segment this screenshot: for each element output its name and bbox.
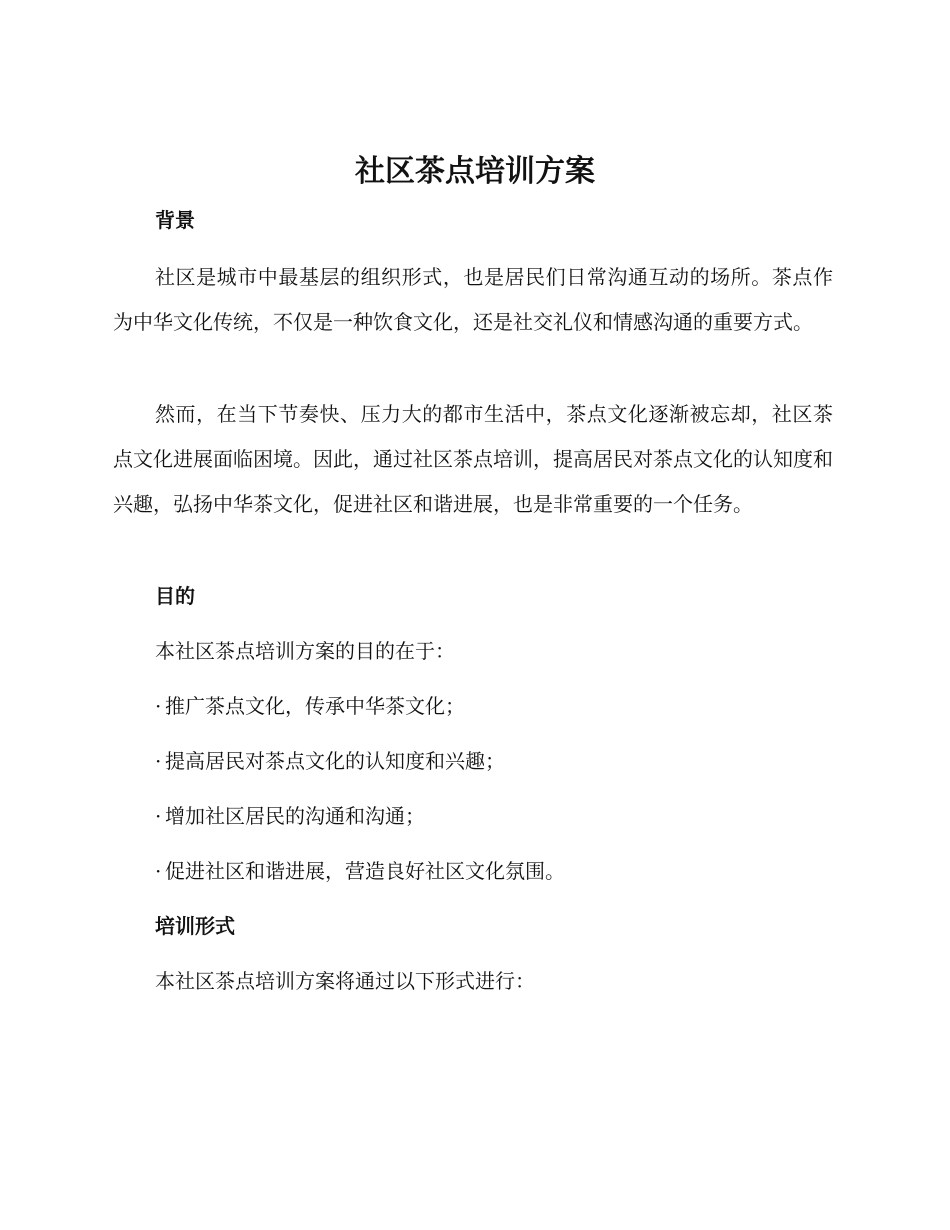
bullet-dot-icon: ·	[155, 694, 162, 718]
section-heading-background: 背景	[155, 208, 195, 232]
document-title: 社区茶点培训方案	[355, 154, 595, 189]
background-paragraph-1: 社区是城市中最基层的组织形式，也是居民们日常沟通互动的场所。茶点作为中华文化传统，不仅是一种饮食文化，还是社交礼仪和情感沟通的重要方式。	[113, 265, 833, 334]
section-heading-training-format: 培训形式	[155, 914, 235, 938]
purpose-bullet	[155, 691, 465, 721]
bullet-text: 推广茶点文化，传承中华茶文化；	[165, 694, 465, 718]
section-heading-purpose: 目的	[155, 584, 195, 608]
training-format-intro: 本社区茶点培训方案将通过以下形式进行：	[155, 969, 535, 993]
bullet-text: 提高居民对茶点文化的认知度和兴趣；	[165, 749, 505, 773]
bullet-text: 促进社区和谐进展，营造良好社区文化氛围。	[165, 859, 565, 883]
bullet-dot-icon: ·	[155, 749, 162, 773]
purpose-bullet	[155, 746, 505, 776]
bullet-dot-icon: ·	[155, 859, 162, 883]
bullet-dot-icon: ·	[155, 804, 162, 828]
purpose-bullet	[155, 801, 425, 831]
bullet-text: 增加社区居民的沟通和沟通；	[165, 804, 425, 828]
purpose-intro: 本社区茶点培训方案的目的在于：	[155, 639, 455, 663]
background-paragraph-2: 然而，在当下节奏快、压力大的都市生活中，茶点文化逐渐被忘却，社区茶点文化进展面临困境。因此，通过社区茶点培训，提高居民对茶点文化的认知度和兴趣，弘扬中华茶文化，促进社区和谐进展，也是非常重要的一个任务。	[113, 402, 833, 516]
purpose-bullet	[155, 856, 565, 886]
